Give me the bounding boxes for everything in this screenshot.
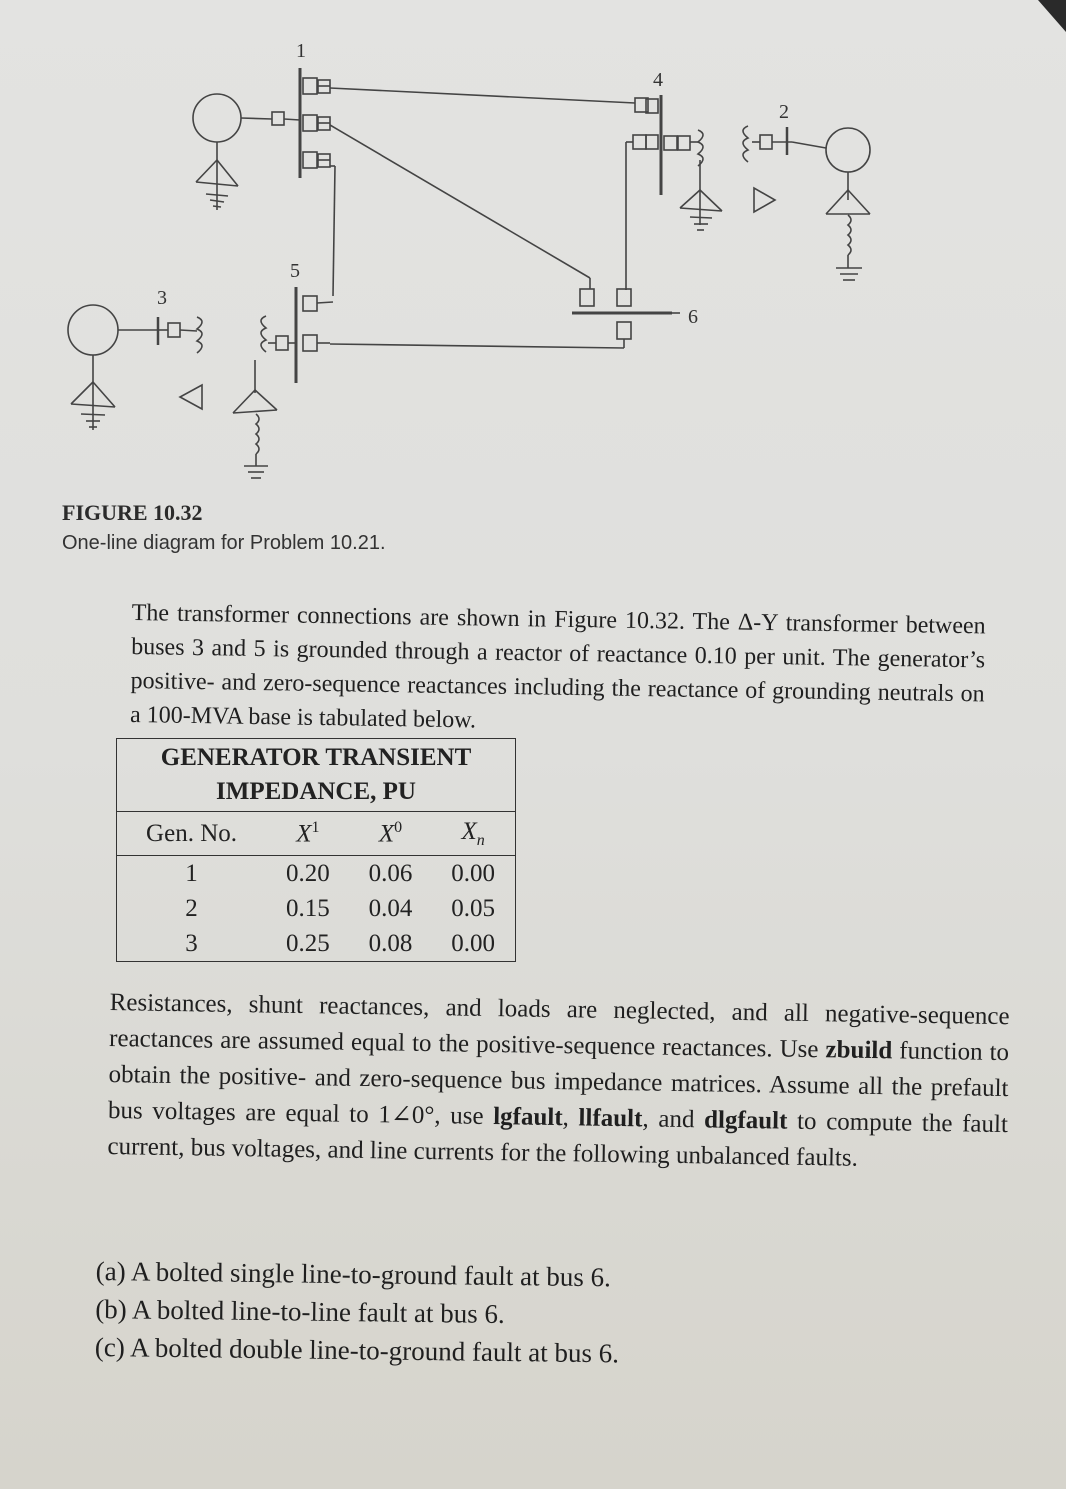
figure-caption: One-line diagram for Problem 10.21. <box>62 532 386 554</box>
generator-impedance-table <box>116 738 516 962</box>
fault-item-b: (b) A bolted line-to-line fault at bus 6. <box>95 1293 505 1329</box>
generator-2-icon <box>826 128 870 172</box>
bus-label-1: 1 <box>296 40 306 62</box>
fault-list <box>95 1252 620 1372</box>
table-cell: 0.20 <box>286 859 330 887</box>
function-name-lgfault: lgfault <box>492 1103 563 1132</box>
function-name-dlgfault: dlgfault <box>703 1106 788 1135</box>
delta-symbol-icon <box>754 188 775 212</box>
table-cell: 0.04 <box>368 894 413 922</box>
bus-label-4: 4 <box>653 69 663 91</box>
table-row <box>117 856 516 892</box>
table-cell: 2 <box>185 894 198 922</box>
one-line-diagram <box>0 0 1066 500</box>
header-x0: $X^0$ <box>350 812 432 856</box>
figure-label: FIGURE 10.32 <box>62 500 203 525</box>
table-title <box>117 739 516 812</box>
table-cell: 0.25 <box>286 929 330 957</box>
table-cell: 0.06 <box>368 859 413 887</box>
table-cell: 0.05 <box>451 894 496 922</box>
bus-label-6: 6 <box>688 306 698 328</box>
bus-label-3: 3 <box>157 287 167 309</box>
table-title-line1: GENERATOR TRANSIENT <box>160 744 472 771</box>
table-cell: 3 <box>185 929 198 957</box>
generator-1-icon <box>193 94 241 142</box>
generator-3-icon <box>68 305 118 355</box>
table-row <box>117 926 516 962</box>
function-name-zbuild: zbuild <box>825 1036 893 1065</box>
function-name-llfault: llfault <box>578 1104 643 1133</box>
table-header-row <box>117 812 516 856</box>
header-x1: $X^1$ <box>266 812 350 856</box>
header-xn: $X_n$ <box>431 812 515 856</box>
table-cell: 1 <box>185 859 198 887</box>
fault-item-c: (c) A bolted double line-to-ground fault at bus 6. <box>94 1331 620 1369</box>
table-row <box>117 891 516 926</box>
paragraph-transformer-connections: The transformer connections are shown in Figure 10.32. The Δ-Y transformer between buses 3 and 5 is grounded through a reactor of reactance 0.10 per unit. The generator’s positive- and zero-sequence reactances including the reactance of grounding neutrals on a 100-MVA base is tabulated below. <box>129 599 986 734</box>
table-cell: 0.00 <box>451 859 496 887</box>
fault-item-a: (a) A bolted single line-to-ground fault at bus 6. <box>95 1255 612 1293</box>
bus-label-2: 2 <box>779 101 789 123</box>
bus-label-5: 5 <box>290 260 300 282</box>
breaker-icon <box>272 112 284 125</box>
delta-symbol-icon <box>180 385 202 409</box>
table-title-line2: IMPEDANCE, PU <box>216 778 416 805</box>
table-cell: 0.08 <box>368 929 413 957</box>
table-cell: 0.15 <box>286 894 330 922</box>
paragraph-assumptions: Resistances, shunt reactances, and loads are neglected, and all negative-sequence reactances are assumed equal to the positive-sequence reactances. Use zbuild function to obtain the positive- and zero-sequence bus impedance matrices. Assume all the prefault bus voltages are equal to 1∠0°, use lgfault, llfault, and dlgfault to compute the fault current, bus voltages, and line currents for the following unbalanced faults. <box>107 988 1010 1172</box>
header-gen-no: Gen. No. <box>117 812 267 856</box>
table-cell: 0.00 <box>451 929 496 957</box>
